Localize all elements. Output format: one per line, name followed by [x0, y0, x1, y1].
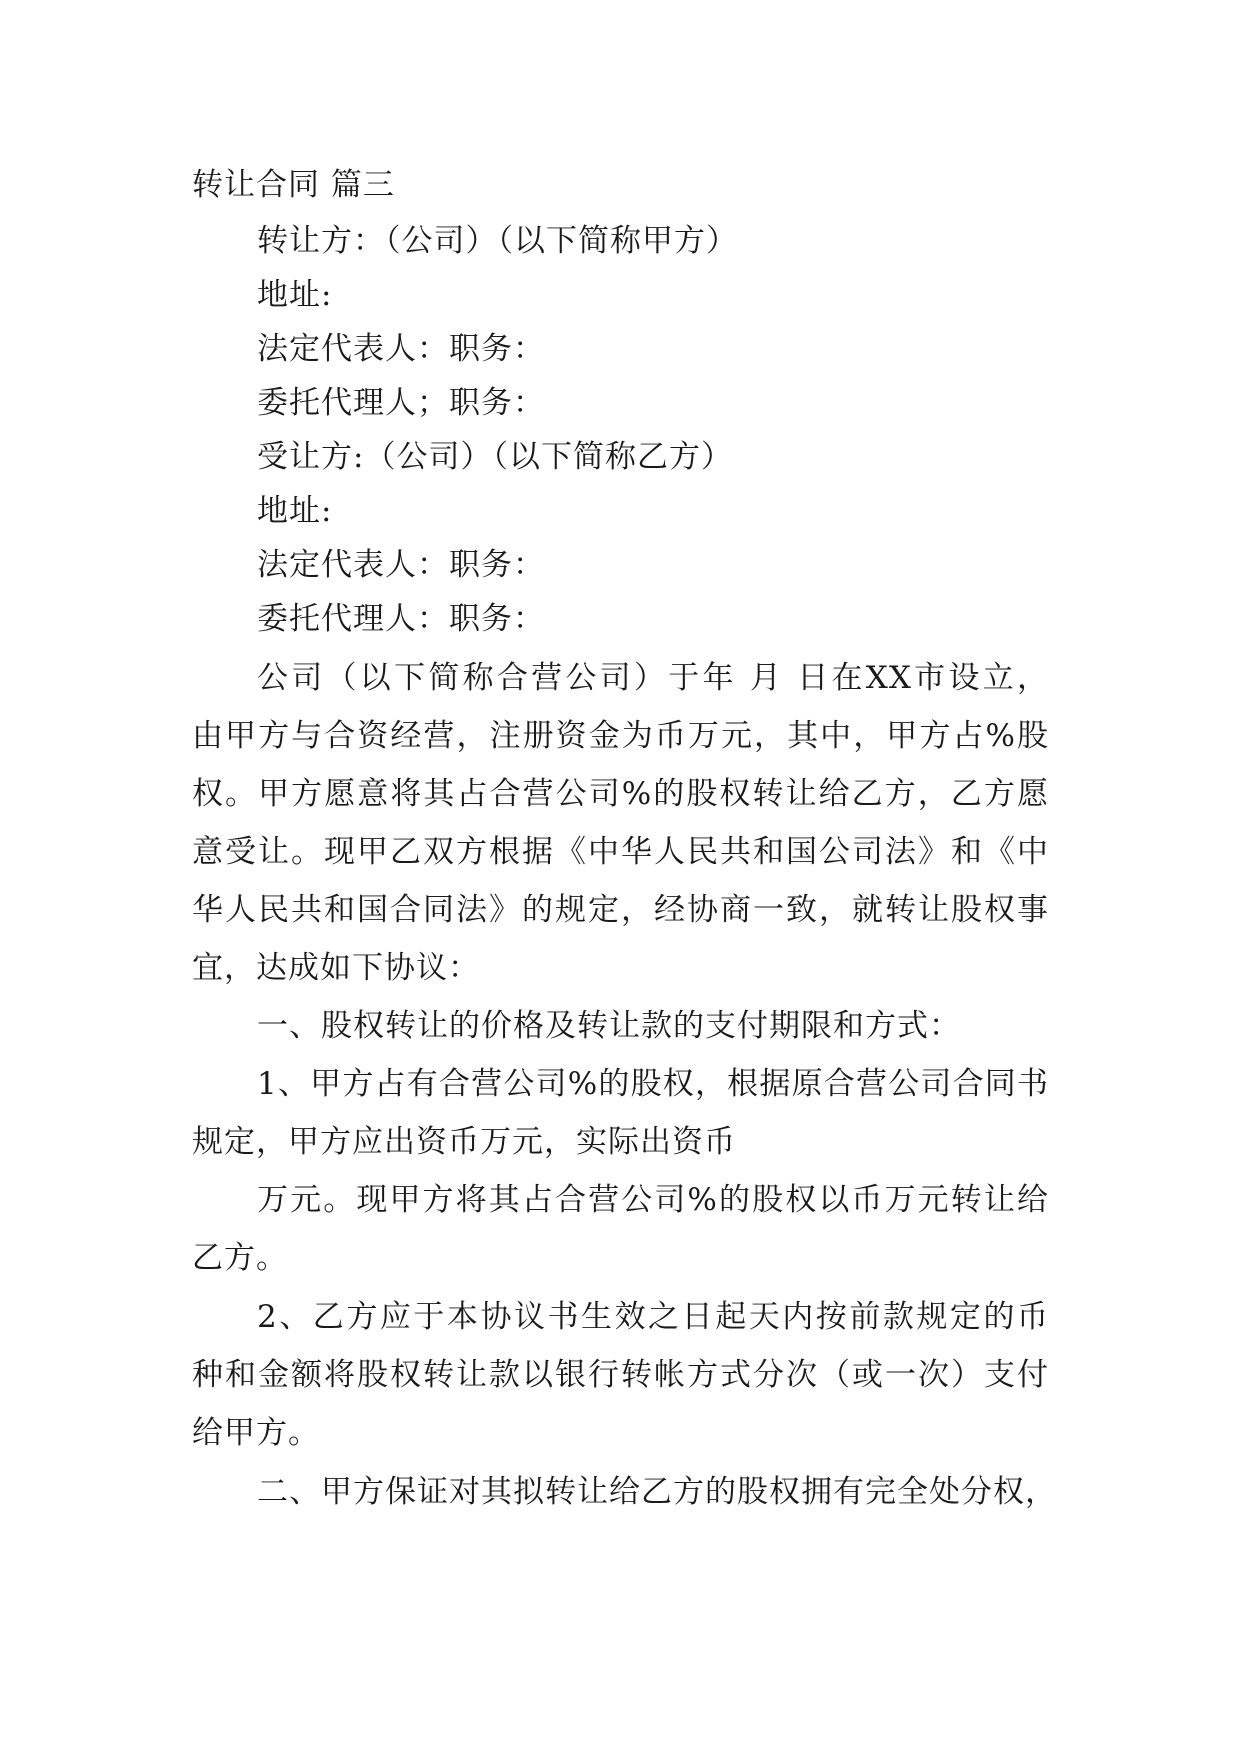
section-heading: 一、股权转让的价格及转让款的支付期限和方式：: [257, 1008, 961, 1044]
paragraph-line: 由甲方与合资经营，注册资金为币万元，其中，甲方占%股: [192, 718, 1049, 754]
paragraph-line: 万元。现甲方将其占合营公司%的股权以币万元转让给: [257, 1182, 1049, 1218]
section-heading: 二、甲方保证对其拟转让给乙方的股权拥有完全处分权，: [257, 1474, 1057, 1510]
document-title: 转让合同 篇三: [192, 167, 395, 203]
paragraph-line: 意受让。现甲乙双方根据《中华人民共和国公司法》和《中: [192, 834, 1049, 870]
paragraph-line: 公司（以下简称合营公司）于年 月 日在XX市设立，: [257, 660, 1049, 696]
paragraph-line: 给甲方。: [192, 1415, 320, 1451]
transferor-address: 地址:: [257, 277, 333, 313]
transferor-legal-rep: 法定代表人：职务：: [257, 331, 545, 367]
paragraph-line: 华人民共和国合同法》的规定，经协商一致，就转让股权事: [192, 892, 1049, 928]
paragraph-line: 规定，甲方应出资币万元，实际出资币: [192, 1124, 736, 1160]
paragraph-line: 宜，达成如下协议：: [192, 950, 480, 986]
transferee-legal-rep: 法定代表人：职务：: [257, 547, 545, 583]
transferee-agent: 委托代理人：职务：: [257, 601, 545, 637]
paragraph-line: 种和金额将股权转让款以银行转帐方式分次（或一次）支付: [192, 1357, 1049, 1393]
transferor-agent: 委托代理人；职务：: [257, 385, 545, 421]
transferee-line: 受让方:（公司）（以下简称乙方）: [257, 439, 733, 475]
transferor-line: 转让方：（公司）（以下简称甲方）: [257, 223, 738, 259]
paragraph-line: 1、甲方占有合营公司%的股权，根据原合营公司合同书: [257, 1066, 1049, 1102]
transferee-address: 地址:: [257, 493, 333, 529]
paragraph-line: 权。甲方愿意将其占合营公司%的股权转让给乙方，乙方愿: [192, 776, 1049, 812]
paragraph-line: 2、乙方应于本协议书生效之日起天内按前款规定的币: [257, 1299, 1049, 1335]
paragraph-line: 乙方。: [192, 1240, 288, 1276]
